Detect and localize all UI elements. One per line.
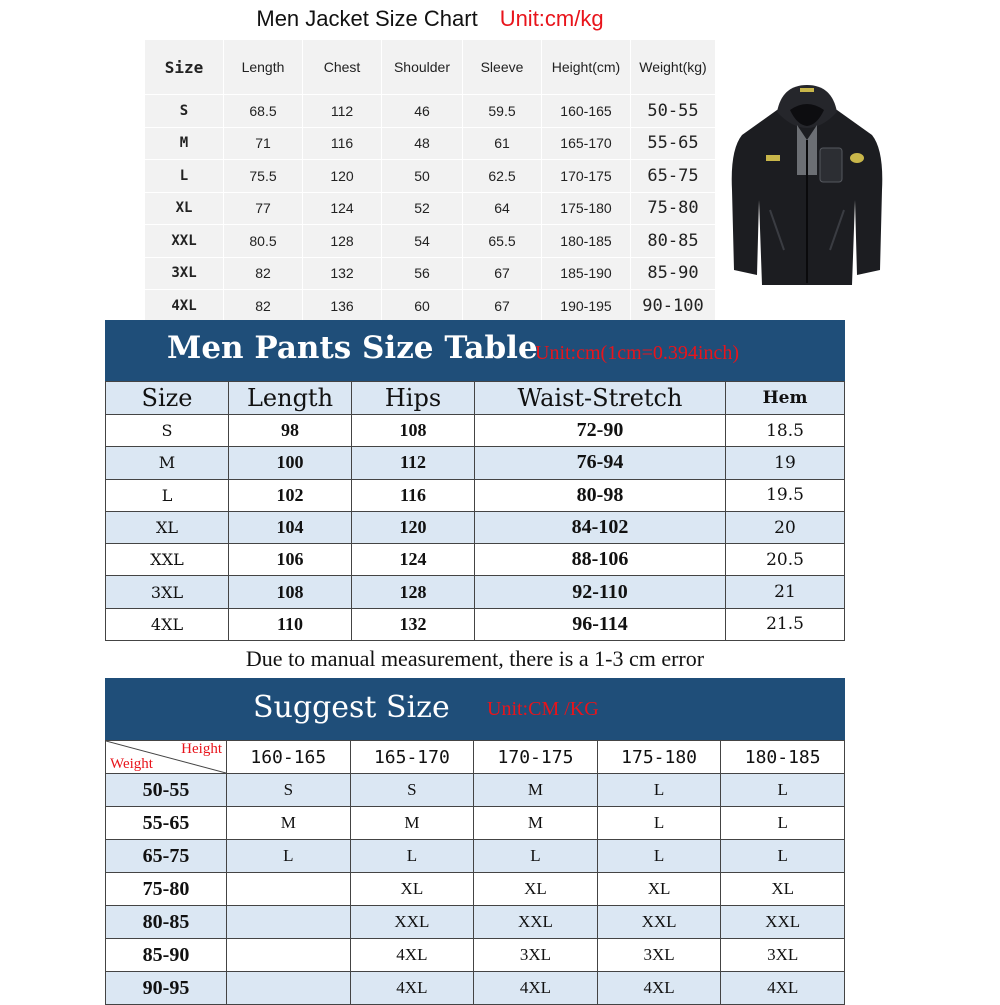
jacket-header-length: Length xyxy=(223,40,302,94)
jacket-header-size: Size xyxy=(164,57,204,77)
jacket-cell: 82 xyxy=(223,257,302,290)
pants-row xyxy=(106,608,845,640)
jacket-cell: 190-195 xyxy=(541,289,630,322)
suggest-title-text: Suggest Size xyxy=(253,690,450,725)
pants-cell: 116 xyxy=(352,479,475,511)
jacket-header-shoulder: Shoulder xyxy=(381,40,462,94)
suggest-size-table xyxy=(105,740,845,1005)
pants-row xyxy=(106,447,845,479)
jacket-cell: 48 xyxy=(381,127,462,160)
suggest-unit-text: Unit:CM /KG xyxy=(487,698,599,720)
jacket-cell: 90-100 xyxy=(630,289,715,322)
pants-cell: 20.5 xyxy=(726,544,845,576)
suggest-weight-cell: 50-55 xyxy=(106,774,227,807)
pants-cell: 120 xyxy=(352,511,475,543)
suggest-cell: 4XL xyxy=(350,972,474,1005)
suggest-cell: L xyxy=(474,840,598,873)
suggest-cell: L xyxy=(721,807,845,840)
jacket-cell: 46 xyxy=(381,94,462,127)
jacket-cell: 54 xyxy=(381,224,462,257)
suggest-cell: L xyxy=(350,840,474,873)
jacket-cell: 55-65 xyxy=(630,127,715,160)
pants-header-hips: Hips xyxy=(352,382,475,415)
jacket-cell: XL xyxy=(145,192,223,225)
pants-cell: 84-102 xyxy=(475,511,726,543)
pants-row xyxy=(106,479,845,511)
suggest-cell: S xyxy=(350,774,474,807)
pants-cell: XXL xyxy=(106,544,229,576)
jacket-cell: 4XL xyxy=(145,289,223,322)
pants-cell: 3XL xyxy=(106,576,229,608)
pants-cell: 21.5 xyxy=(726,608,845,640)
pants-cell: 124 xyxy=(352,544,475,576)
suggest-cell: XL xyxy=(474,873,598,906)
suggest-weight-cell: 65-75 xyxy=(106,840,227,873)
pants-cell: 110 xyxy=(229,608,352,640)
pants-row xyxy=(106,576,845,608)
pants-header-length: Length xyxy=(229,382,352,415)
suggest-cell: M xyxy=(350,807,474,840)
suggest-cell: L xyxy=(227,840,351,873)
jacket-cell: 75.5 xyxy=(223,159,302,192)
jacket-row xyxy=(145,192,715,225)
suggest-cell: L xyxy=(597,774,721,807)
jacket-cell: 136 xyxy=(302,289,381,322)
jacket-cell: 60 xyxy=(381,289,462,322)
suggest-cell: 4XL xyxy=(474,972,598,1005)
jacket-cell: 128 xyxy=(302,224,381,257)
pants-cell: 92-110 xyxy=(475,576,726,608)
jacket-title-text: Men Jacket Size Chart xyxy=(256,6,478,31)
suggest-cell: XL xyxy=(721,873,845,906)
pants-cell: 88-106 xyxy=(475,544,726,576)
pants-unit-text: Unit:cm(1cm=0.394inch) xyxy=(535,342,740,364)
jacket-cell: 112 xyxy=(302,94,381,127)
pants-row xyxy=(106,544,845,576)
pants-title-text: Men Pants Size Table xyxy=(167,330,538,366)
suggest-cell: 4XL xyxy=(721,972,845,1005)
suggest-cell: M xyxy=(474,774,598,807)
pants-cell: 19.5 xyxy=(726,479,845,511)
pants-cell: 100 xyxy=(229,447,352,479)
suggest-header-row xyxy=(106,741,845,774)
jacket-cell: L xyxy=(145,159,223,192)
jacket-cell: 132 xyxy=(302,257,381,290)
pants-cell: 72-90 xyxy=(475,415,726,447)
pants-header-hem: Hem xyxy=(726,382,845,415)
jacket-cell: 116 xyxy=(302,127,381,160)
pants-cell: 21 xyxy=(726,576,845,608)
suggest-cell xyxy=(227,873,351,906)
jacket-cell: 52 xyxy=(381,192,462,225)
suggest-cell: XXL xyxy=(350,906,474,939)
pants-cell: XL xyxy=(106,511,229,543)
suggest-row xyxy=(106,807,845,840)
suggest-cell: 3XL xyxy=(597,939,721,972)
jacket-row xyxy=(145,224,715,257)
jacket-cell: 65-75 xyxy=(630,159,715,192)
pants-cell: 106 xyxy=(229,544,352,576)
pants-cell: 104 xyxy=(229,511,352,543)
suggest-cell: M xyxy=(227,807,351,840)
suggest-cell: XXL xyxy=(721,906,845,939)
jacket-cell: 124 xyxy=(302,192,381,225)
suggest-cell xyxy=(227,939,351,972)
pants-cell: 76-94 xyxy=(475,447,726,479)
jacket-cell: 65.5 xyxy=(462,224,541,257)
suggest-cell: S xyxy=(227,774,351,807)
suggest-weight-cell: 85-90 xyxy=(106,939,227,972)
corner-height-label: Height xyxy=(181,741,222,757)
pants-cell: 4XL xyxy=(106,608,229,640)
jacket-cell: 165-170 xyxy=(541,127,630,160)
jacket-cell: XXL xyxy=(145,224,223,257)
jacket-cell: 50-55 xyxy=(630,94,715,127)
pants-cell: 112 xyxy=(352,447,475,479)
pants-cell: 18.5 xyxy=(726,415,845,447)
suggest-cell: L xyxy=(597,807,721,840)
jacket-row xyxy=(145,289,715,322)
jacket-cell: 185-190 xyxy=(541,257,630,290)
suggest-cell xyxy=(227,906,351,939)
suggest-header-height: 180-185 xyxy=(721,741,845,774)
pants-header-size: Size xyxy=(106,382,229,415)
pants-size-table xyxy=(105,381,845,641)
suggest-weight-cell: 80-85 xyxy=(106,906,227,939)
jacket-cell: S xyxy=(145,94,223,127)
pants-cell: M xyxy=(106,447,229,479)
suggest-row xyxy=(106,939,845,972)
jacket-cell: 71 xyxy=(223,127,302,160)
jacket-cell: 75-80 xyxy=(630,192,715,225)
pants-cell: 132 xyxy=(352,608,475,640)
jacket-cell: 68.5 xyxy=(223,94,302,127)
jacket-cell: 170-175 xyxy=(541,159,630,192)
suggest-row xyxy=(106,840,845,873)
suggest-cell: 4XL xyxy=(350,939,474,972)
pants-cell: S xyxy=(106,415,229,447)
jacket-cell: 82 xyxy=(223,289,302,322)
jacket-header-row xyxy=(145,40,715,94)
pants-cell: 108 xyxy=(352,415,475,447)
suggest-cell: L xyxy=(721,840,845,873)
suggest-weight-cell: 75-80 xyxy=(106,873,227,906)
jacket-header-height: Height(cm) xyxy=(541,40,630,94)
suggest-cell: XL xyxy=(597,873,721,906)
suggest-row xyxy=(106,873,845,906)
suggest-header-height: 165-170 xyxy=(350,741,474,774)
jacket-cell: 64 xyxy=(462,192,541,225)
pants-cell: 80-98 xyxy=(475,479,726,511)
jacket-cell: 180-185 xyxy=(541,224,630,257)
suggest-cell: 4XL xyxy=(597,972,721,1005)
suggest-header-height: 160-165 xyxy=(227,741,351,774)
jacket-cell: 120 xyxy=(302,159,381,192)
jacket-size-table xyxy=(145,40,715,322)
jacket-cell: 59.5 xyxy=(462,94,541,127)
suggest-header-height: 170-175 xyxy=(474,741,598,774)
jacket-cell: 67 xyxy=(462,289,541,322)
suggest-row xyxy=(106,906,845,939)
pants-title-banner xyxy=(105,320,845,382)
suggest-cell: L xyxy=(597,840,721,873)
suggest-cell: L xyxy=(721,774,845,807)
suggest-weight-cell: 90-95 xyxy=(106,972,227,1005)
jacket-cell: 3XL xyxy=(145,257,223,290)
jacket-cell: 85-90 xyxy=(630,257,715,290)
pants-header-waist: Waist-Stretch xyxy=(475,382,726,415)
suggest-cell: 3XL xyxy=(721,939,845,972)
jacket-cell: 62.5 xyxy=(462,159,541,192)
weight-height-corner xyxy=(106,741,227,774)
jacket-cell: 175-180 xyxy=(541,192,630,225)
jacket-row xyxy=(145,257,715,290)
jacket-row xyxy=(145,94,715,127)
suggest-cell: 3XL xyxy=(474,939,598,972)
pants-header-row xyxy=(106,382,845,415)
suggest-cell: XXL xyxy=(474,906,598,939)
pants-row xyxy=(106,415,845,447)
suggest-title-banner xyxy=(105,678,845,740)
jacket-row xyxy=(145,159,715,192)
jacket-header-weight: Weight(kg) xyxy=(630,40,715,94)
jacket-cell: M xyxy=(145,127,223,160)
jacket-product-image xyxy=(722,80,892,295)
jacket-chart-title xyxy=(0,6,860,32)
suggest-cell: XL xyxy=(350,873,474,906)
pants-cell: 96-114 xyxy=(475,608,726,640)
jacket-cell: 61 xyxy=(462,127,541,160)
jacket-header-chest: Chest xyxy=(302,40,381,94)
jacket-cell: 80-85 xyxy=(630,224,715,257)
jacket-cell: 80.5 xyxy=(223,224,302,257)
pants-cell: 128 xyxy=(352,576,475,608)
jacket-cell: 56 xyxy=(381,257,462,290)
suggest-weight-cell: 55-65 xyxy=(106,807,227,840)
pants-cell: 20 xyxy=(726,511,845,543)
jacket-cell: 160-165 xyxy=(541,94,630,127)
jacket-cell: 50 xyxy=(381,159,462,192)
pants-row xyxy=(106,511,845,543)
pants-cell: 108 xyxy=(229,576,352,608)
pants-cell: 98 xyxy=(229,415,352,447)
suggest-row xyxy=(106,774,845,807)
corner-weight-label: Weight xyxy=(110,756,153,772)
jacket-cell: 77 xyxy=(223,192,302,225)
pants-cell: L xyxy=(106,479,229,511)
pants-cell: 102 xyxy=(229,479,352,511)
suggest-header-height: 175-180 xyxy=(597,741,721,774)
jacket-header-sleeve: Sleeve xyxy=(462,40,541,94)
jacket-cell: 67 xyxy=(462,257,541,290)
measurement-note: Due to manual measurement, there is a 1-3 cm error xyxy=(245,646,705,671)
suggest-cell: XXL xyxy=(597,906,721,939)
suggest-cell: M xyxy=(474,807,598,840)
pants-cell: 19 xyxy=(726,447,845,479)
jacket-unit-text: Unit:cm/kg xyxy=(499,6,604,31)
jacket-row xyxy=(145,127,715,160)
